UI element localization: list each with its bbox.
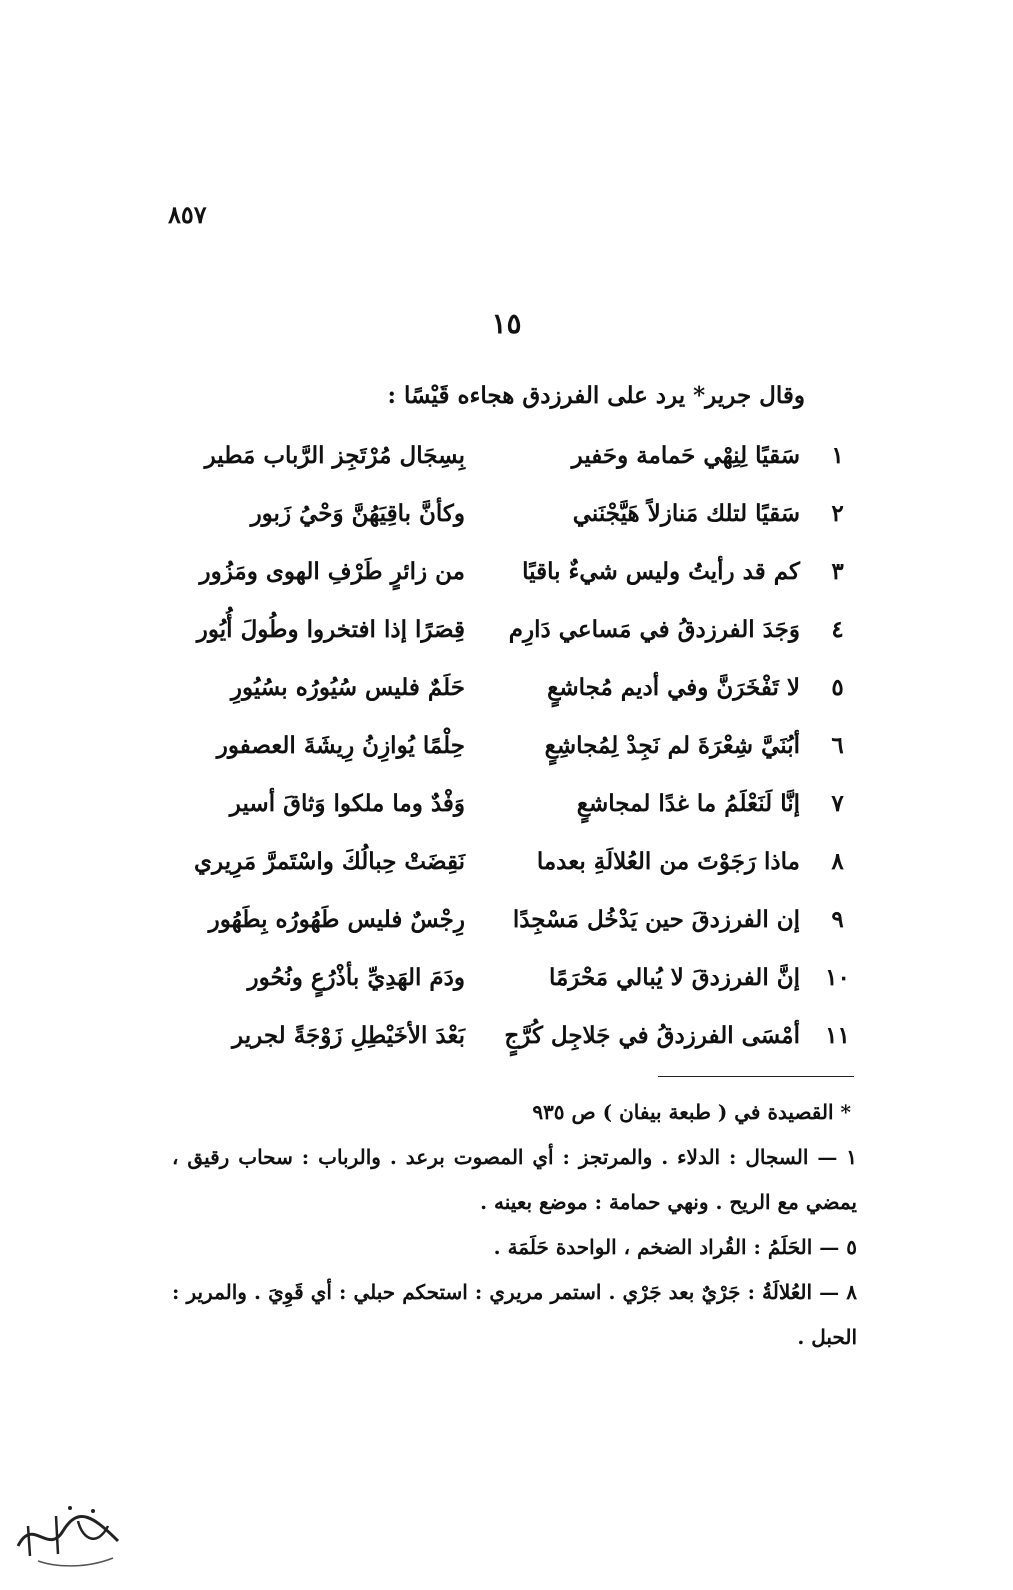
footnote-verse-5: ٥ — الحَلَمُ : القُراد الضخم ، الواحدة حَلَمَة .: [493, 1235, 857, 1259]
verse-first-hemistich: سَقيًا لتلك مَنازلاً هَيَّجْنَني: [572, 500, 800, 527]
poem-introduction: وقال جرير* يرد على الفرزدق هجاءه قَيْسًا :: [387, 382, 805, 409]
poem-verses: [194, 442, 860, 1080]
verse-second-hemistich: وكأنَّ باقِيَهُنَّ وَحْيُ زَبور: [250, 500, 465, 527]
verse-second-hemistich: قِصَرًا إذا افتخروا وطُولَ أُيُور: [196, 616, 465, 643]
verse-number: ٢: [831, 500, 844, 527]
verse-second-hemistich: حَلَمٌ فليس سُيُورُه بسُيُورِ: [230, 674, 465, 701]
verse-line: [200, 732, 860, 790]
verse-line: [194, 848, 860, 906]
footnote-source: * القصيدة في ( طبعة بيفان ) ص ٩٣٥: [532, 1100, 851, 1124]
verse-first-hemistich: سَقيًا لِنِهْي حَمامة وحَفير: [571, 442, 800, 469]
verse-number: ٧: [831, 790, 844, 817]
verse-number: ١: [831, 442, 844, 469]
verse-number: ٦: [831, 732, 844, 759]
page-number: ٨٥٧: [168, 200, 207, 229]
verse-second-hemistich: بِسِجَال مُرْتَجِز الرَّباب مَطير: [204, 442, 465, 469]
verse-second-hemistich: ودَمَ الهَدِيِّ بأذْرُعٍ ونُحُور: [247, 964, 465, 991]
verse-first-hemistich: إن الفرزدقَ حين يَدْخُل مَسْجِدًا: [512, 906, 800, 933]
verse-line: [200, 790, 860, 848]
calligraphy-logo-icon: [8, 1486, 128, 1576]
verse-number: ٥: [831, 674, 844, 701]
verse-first-hemistich: ماذا رَجَوْتَ من العُلالَةِ بعدما: [536, 848, 800, 875]
verse-line: [196, 616, 860, 674]
verse-second-hemistich: حِلْمًا يُوازِنُ رِيشَةَ العصفور: [216, 732, 465, 759]
verse-line: [200, 1022, 860, 1080]
verse-line: [200, 500, 860, 558]
verse-line: [200, 442, 860, 500]
verse-second-hemistich: نَقِضَتْ حِبالُكَ واسْتَمرَّ مَرِيري: [194, 848, 465, 875]
verse-first-hemistich: إنَّا لَنَعْلَمُ ما غدًا لمجاشعٍ: [576, 790, 800, 817]
verse-line: [200, 906, 860, 964]
footnote-verse-1: ١ — السجال : الدلاء . والمرتجز : أي المصوت برعد . والرباب : سحاب رقيق ، يمضي مع الريح . ونهي حمامة : موضع بعينه .: [172, 1145, 857, 1214]
footnote-divider: [658, 1076, 854, 1077]
verse-number: ٩: [831, 906, 844, 933]
verse-first-hemistich: كم قد رأيتُ وليس شيءٌ باقيًا: [522, 558, 800, 585]
verse-line: [200, 964, 860, 1022]
verse-first-hemistich: وَجَدَ الفرزدقُ في مَساعي دَارِم: [508, 616, 800, 643]
calligraphy-logo-svg: [8, 1486, 128, 1576]
verse-second-hemistich: وَفْدٌ وما ملكوا وَثاقَ أسير: [229, 790, 465, 817]
verse-number: ٣: [831, 558, 844, 585]
verse-first-hemistich: أمْسَى الفرزدقُ في جَلاجِل كُرَّجٍ: [504, 1022, 800, 1049]
verse-first-hemistich: أبُنَيَّ شِعْرَةَ لم نَجِدْ لِمُجاشِعٍ: [544, 732, 800, 759]
verse-number: ١١: [825, 1022, 850, 1049]
verse-second-hemistich: من زائرٍ طَرْفِ الهوى ومَزُور: [199, 558, 465, 585]
verse-number: ٤: [831, 616, 844, 643]
verse-second-hemistich: رِجْسٌ فليس طَهُورُه بِطَهُور: [208, 906, 465, 933]
verse-second-hemistich: بَعْدَ الأخَيْطِلِ زَوْجَةً لجرير: [232, 1022, 465, 1049]
poem-number: ١٥: [491, 307, 522, 340]
verse-number: ١٠: [825, 964, 850, 991]
footnote-verse-8: ٨ — العُلالَةُ : جَرْيٌ بعد جَرْي . استمر مريري : استحكم حبلي : أي قَوِيَ . والمرير : الحبل .: [172, 1280, 857, 1349]
verse-line: [200, 674, 860, 732]
verse-number: ٨: [831, 848, 844, 875]
verse-first-hemistich: لا تَفْخَرَنَّ وفي أديم مُجاشعٍ: [547, 674, 800, 701]
verse-line: [200, 558, 860, 616]
verse-first-hemistich: إنَّ الفرزدقَ لا يُبالي مَحْرَمًا: [548, 964, 800, 991]
footnotes: [172, 1090, 857, 1360]
